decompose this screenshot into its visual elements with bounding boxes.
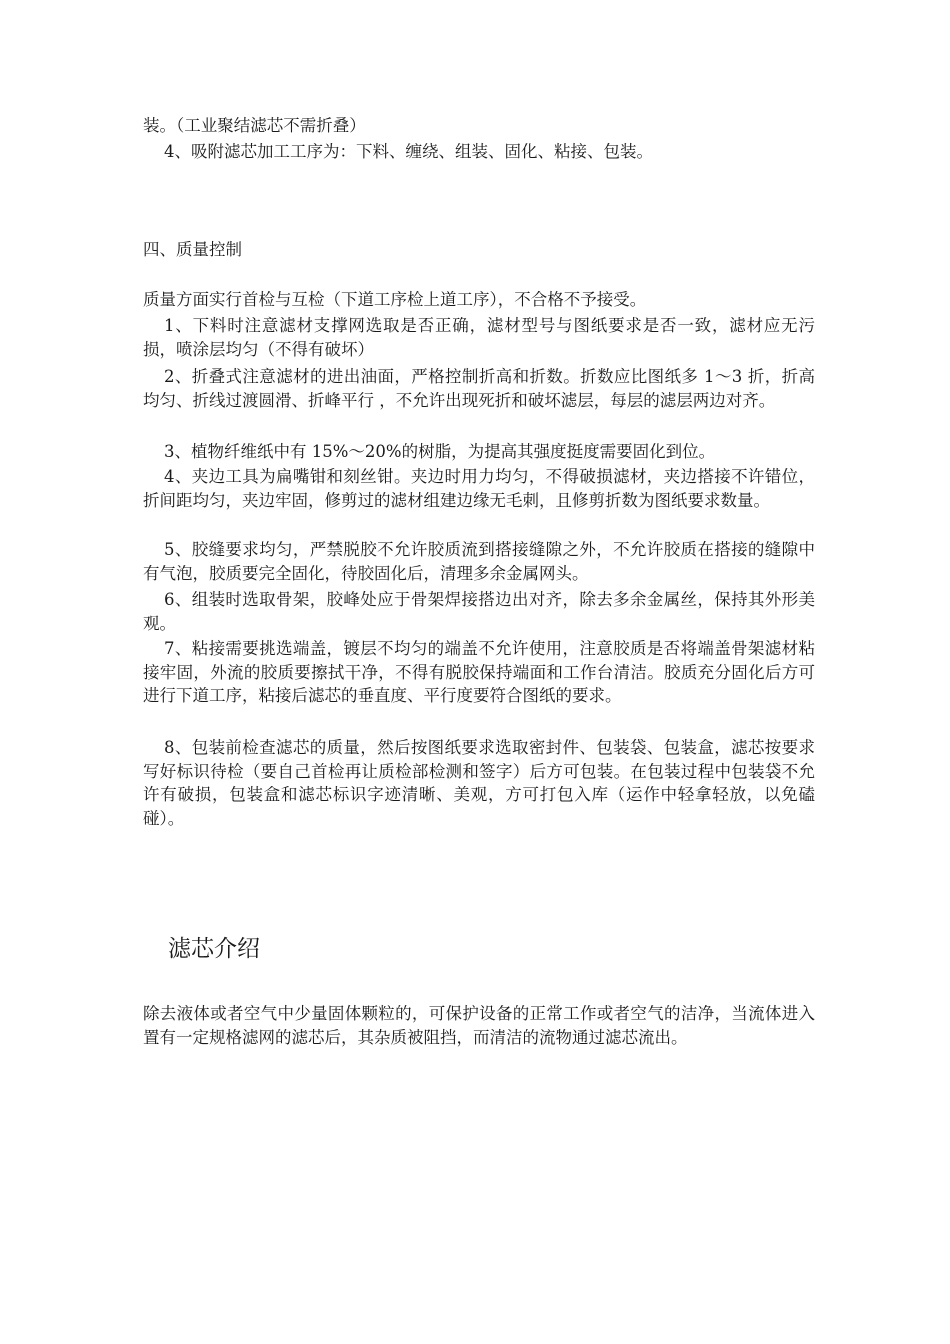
- quality-item-3: 3、植物纤维纸中有 15%～20%的树脂，为提高其强度挺度需要固化到位。: [164, 442, 716, 461]
- process-step-4: 4、吸附滤芯加工工序为：下料、缠绕、组装、固化、粘接、包装。: [164, 142, 653, 161]
- quality-item-6: 6、组装时选取骨架，胶峰处应于骨架焊接搭边出对齐，除去多余金属丝，保持其外形美观。: [143, 590, 815, 633]
- quality-item-4: 4、夹边工具为扁嘴钳和刻丝钳。夹边时用力均匀，不得破损滤材，夹边搭接不许错位，折间距均匀，夹边牢固，修剪过的滤材组建边缘无毛刺，且修剪折数为图纸要求数量。: [143, 467, 815, 510]
- quality-item-5: 5、胶缝要求均匀，严禁脱胶不允许胶质流到搭接缝隙之外，不允许胶质在搭接的缝隙中有气泡，胶质要完全固化，待胶固化后，清理多余金属网头。: [143, 540, 815, 583]
- section-heading-quality: 四、质量控制: [143, 240, 242, 259]
- quality-intro: 质量方面实行首检与互检（下道工序检上道工序），不合格不予接受。: [143, 290, 647, 309]
- intro-paragraph: 除去液体或者空气中少量固体颗粒的，可保护设备的正常工作或者空气的洁净，当流体进入置有一定规格滤网的滤芯后，其杂质被阻挡，而清洁的流物通过滤芯流出。: [143, 1004, 815, 1047]
- quality-item-1: 1、下料时注意滤材支撑网选取是否正确，滤材型号与图纸要求是否一致，滤材应无污损，喷涂层均匀（不得有破坏）: [143, 316, 815, 359]
- quality-item-7: 7、粘接需要挑选端盖，镀层不均匀的端盖不允许使用，注意胶质是否将端盖骨架滤材粘接牢固，外流的胶质要擦拭干净，不得有脱胶保持端面和工作台清洁。胶质充分固化后方可进行下道工序，粘接后滤芯的垂直度、平行度要符合图纸的要求。: [143, 639, 815, 705]
- continuation-line: 装。（工业聚结滤芯不需折叠）: [143, 116, 366, 135]
- intro-title: 滤芯介绍: [168, 936, 260, 962]
- quality-item-2: 2、折叠式注意滤材的进出油面，严格控制折高和折数。折数应比图纸多 1～3 折，折高均匀、折线过渡圆滑、折峰平行 ，不允许出现死折和破坏滤层，每层的滤层两边对齐。: [143, 367, 815, 410]
- quality-item-8: 8、包装前检查滤芯的质量，然后按图纸要求选取密封件、包装袋、包装盒，滤芯按要求写好标识待检（要自己首检再让质检部检测和签字）后方可包装。在包装过程中包装袋不允许有破损，包装盒和滤芯标识字迹清晰、美观，方可打包入库（运作中轻拿轻放，以免磕碰）。: [143, 738, 815, 828]
